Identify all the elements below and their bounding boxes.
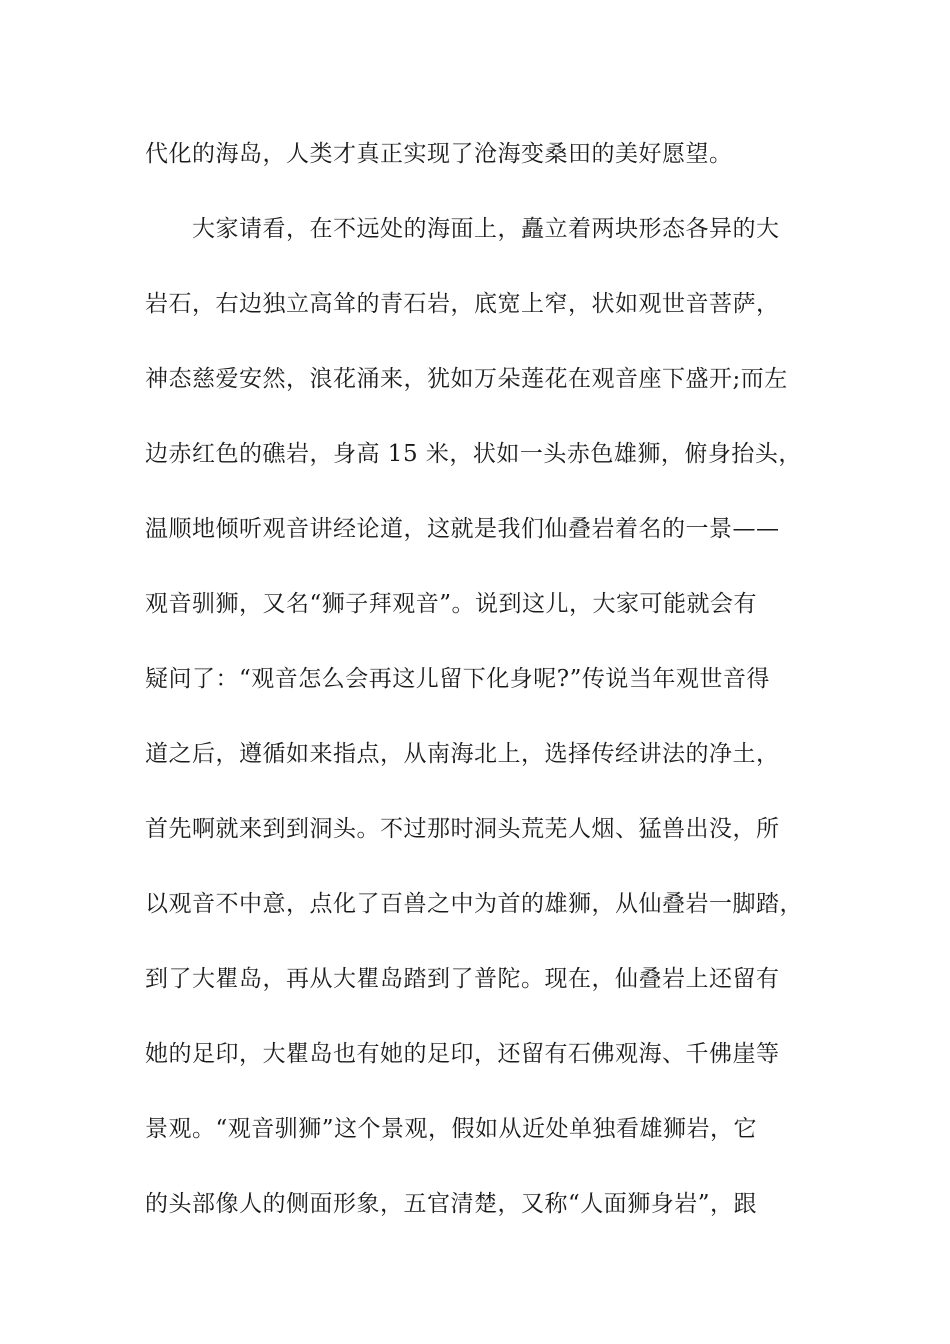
text-line: 景观。“观音驯狮”这个景观，假如从近处单独看雄狮岩，它 <box>145 1116 758 1142</box>
body-text <box>145 129 825 1254</box>
text-line: 大家请看，在不远处的海面上，矗立着两块形态各异的大 <box>145 216 780 242</box>
text-line: 温顺地倾听观音讲经论道，这就是我们仙叠岩着名的一景—— <box>145 516 780 542</box>
text-line: 观音驯狮，又名“狮子拜观音”。说到这儿，大家可能就会有 <box>145 591 758 617</box>
text-line: 边赤红色的礁岩，身高 15 米，状如一头赤色雄狮，俯身抬头， <box>145 441 802 467</box>
text-line: 岩石，右边独立高耸的青石岩，底宽上窄，状如观世音菩萨， <box>145 291 780 317</box>
text-line: 首先啊就来到到洞头。不过那时洞头荒芜人烟、猛兽出没，所 <box>145 816 780 842</box>
text-line: 疑问了：“观音怎么会再这儿留下化身呢?”传说当年观世音得 <box>145 666 770 692</box>
text-line: 到了大瞿岛，再从大瞿岛踏到了普陀。现在，仙叠岩上还留有 <box>145 966 780 992</box>
text-line: 的头部像人的侧面形象，五官清楚，又称“人面狮身岩”，跟 <box>145 1191 758 1217</box>
text-line: 她的足印，大瞿岛也有她的足印，还留有石佛观海、千佛崖等 <box>145 1041 780 1067</box>
text-line: 以观音不中意，点化了百兽之中为首的雄狮，从仙叠岩一脚踏， <box>145 891 803 917</box>
text-line: 道之后，遵循如来指点，从南海北上，选择传经讲法的净土， <box>145 741 780 767</box>
text-line: 代化的海岛，人类才真正实现了沧海变桑田的美好愿望。 <box>145 141 733 167</box>
text-line: 神态慈爱安然，浪花涌来，犹如万朵莲花在观音座下盛开;而左 <box>145 366 788 392</box>
